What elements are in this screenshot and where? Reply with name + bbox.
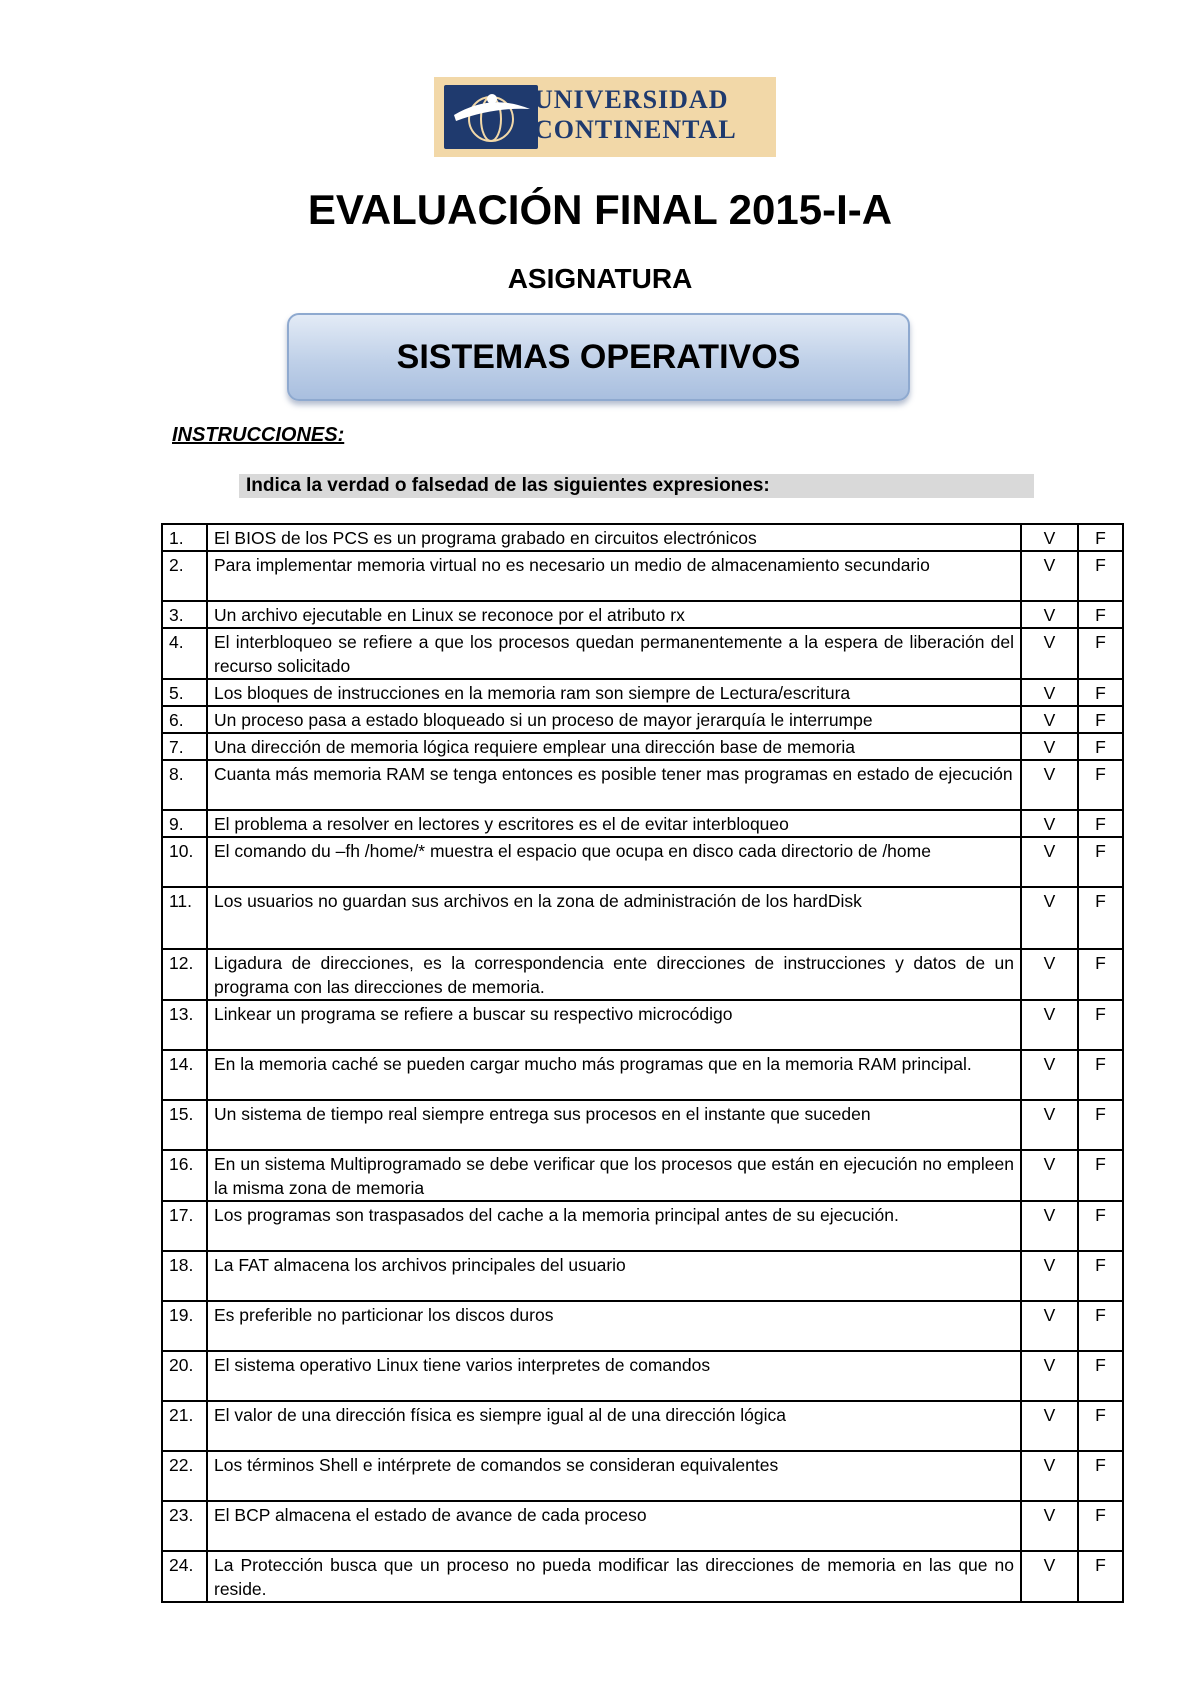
question-number: 17. bbox=[162, 1201, 207, 1251]
question-row bbox=[162, 1551, 1123, 1602]
false-option[interactable]: F bbox=[1078, 1551, 1123, 1602]
logo-line-1: UNIVERSIDAD bbox=[534, 85, 729, 114]
question-text: En un sistema Multiprogramado se debe verificar que los procesos que están en ejecución no empleen la misma zona de memoria bbox=[207, 1150, 1021, 1201]
question-number: 11. bbox=[162, 887, 207, 949]
false-option[interactable]: F bbox=[1078, 733, 1123, 760]
prompt-text: Indica la verdad o falsedad de las siguientes expresiones: bbox=[246, 475, 770, 496]
true-option[interactable]: V bbox=[1021, 601, 1078, 628]
question-text: Los usuarios no guardan sus archivos en la zona de administración de los hardDisk bbox=[207, 887, 1021, 949]
question-number: 2. bbox=[162, 551, 207, 601]
false-option[interactable]: F bbox=[1078, 524, 1123, 551]
question-row bbox=[162, 733, 1123, 760]
question-text: El problema a resolver en lectores y escritores es el de evitar interbloqueo bbox=[207, 810, 1021, 837]
question-number: 20. bbox=[162, 1351, 207, 1401]
question-row bbox=[162, 679, 1123, 706]
prompt-bar bbox=[239, 474, 1034, 498]
true-option[interactable]: V bbox=[1021, 1251, 1078, 1301]
question-number: 22. bbox=[162, 1451, 207, 1501]
question-text: El BIOS de los PCS es un programa grabado en circuitos electrónicos bbox=[207, 524, 1021, 551]
page-title: EVALUACIÓN FINAL 2015-I-A bbox=[307, 186, 893, 233]
question-text: Un archivo ejecutable en Linux se reconoce por el atributo rx bbox=[207, 601, 1021, 628]
questions-table bbox=[161, 523, 1124, 1603]
question-text: El interbloqueo se refiere a que los procesos quedan permanentemente a la espera de liberación del recurso solicitado bbox=[207, 628, 1021, 679]
true-option[interactable]: V bbox=[1021, 524, 1078, 551]
true-option[interactable]: V bbox=[1021, 551, 1078, 601]
instructions-heading: INSTRUCCIONES: bbox=[172, 424, 345, 446]
question-number: 12. bbox=[162, 949, 207, 1000]
false-option[interactable]: F bbox=[1078, 887, 1123, 949]
false-option[interactable]: F bbox=[1078, 1501, 1123, 1551]
question-number: 9. bbox=[162, 810, 207, 837]
true-option[interactable]: V bbox=[1021, 1201, 1078, 1251]
question-number: 15. bbox=[162, 1100, 207, 1150]
question-row bbox=[162, 628, 1123, 679]
subject-name: SISTEMAS OPERATIVOS bbox=[396, 337, 801, 376]
true-option[interactable]: V bbox=[1021, 1100, 1078, 1150]
true-option[interactable]: V bbox=[1021, 837, 1078, 887]
question-text: Ligadura de direcciones, es la correspondencia ente direcciones de instrucciones y datos de un programa con las direcciones de memoria. bbox=[207, 949, 1021, 1000]
true-option[interactable]: V bbox=[1021, 733, 1078, 760]
question-text: El comando du –fh /home/* muestra el espacio que ocupa en disco cada directorio de /home bbox=[207, 837, 1021, 887]
false-option[interactable]: F bbox=[1078, 1301, 1123, 1351]
true-option[interactable]: V bbox=[1021, 679, 1078, 706]
question-number: 4. bbox=[162, 628, 207, 679]
false-option[interactable]: F bbox=[1078, 706, 1123, 733]
true-option[interactable]: V bbox=[1021, 1451, 1078, 1501]
question-text: Los programas son traspasados del cache a la memoria principal antes de su ejecución. bbox=[207, 1201, 1021, 1251]
question-number: 13. bbox=[162, 1000, 207, 1050]
true-option[interactable]: V bbox=[1021, 706, 1078, 733]
question-row bbox=[162, 706, 1123, 733]
question-text: Los bloques de instrucciones en la memoria ram son siempre de Lectura/escritura bbox=[207, 679, 1021, 706]
question-row bbox=[162, 601, 1123, 628]
question-number: 18. bbox=[162, 1251, 207, 1301]
question-number: 19. bbox=[162, 1301, 207, 1351]
university-logo bbox=[434, 77, 776, 157]
question-text: Es preferible no particionar los discos duros bbox=[207, 1301, 1021, 1351]
false-option[interactable]: F bbox=[1078, 551, 1123, 601]
question-row bbox=[162, 810, 1123, 837]
true-option[interactable]: V bbox=[1021, 1050, 1078, 1100]
question-row bbox=[162, 1100, 1123, 1150]
true-option[interactable]: V bbox=[1021, 1401, 1078, 1451]
false-option[interactable]: F bbox=[1078, 1100, 1123, 1150]
logo-line-2: CONTINENTAL bbox=[534, 115, 737, 144]
logo-wordmark bbox=[534, 87, 737, 143]
question-number: 3. bbox=[162, 601, 207, 628]
false-option[interactable]: F bbox=[1078, 1000, 1123, 1050]
question-text: El BCP almacena el estado de avance de cada proceso bbox=[207, 1501, 1021, 1551]
false-option[interactable]: F bbox=[1078, 837, 1123, 887]
question-text: Los términos Shell e intérprete de comandos se consideran equivalentes bbox=[207, 1451, 1021, 1501]
question-text: La Protección busca que un proceso no pueda modificar las direcciones de memoria en las que no reside. bbox=[207, 1551, 1021, 1602]
question-number: 14. bbox=[162, 1050, 207, 1100]
question-number: 23. bbox=[162, 1501, 207, 1551]
question-text: Una dirección de memoria lógica requiere emplear una dirección base de memoria bbox=[207, 733, 1021, 760]
question-row bbox=[162, 1501, 1123, 1551]
question-number: 7. bbox=[162, 733, 207, 760]
false-option[interactable]: F bbox=[1078, 628, 1123, 679]
question-row bbox=[162, 887, 1123, 949]
question-text: Un sistema de tiempo real siempre entrega sus procesos en el instante que suceden bbox=[207, 1100, 1021, 1150]
true-option[interactable]: V bbox=[1021, 628, 1078, 679]
question-number: 16. bbox=[162, 1150, 207, 1201]
true-option[interactable]: V bbox=[1021, 1551, 1078, 1602]
question-row bbox=[162, 551, 1123, 601]
question-row bbox=[162, 1000, 1123, 1050]
globe-emblem-icon bbox=[444, 85, 538, 149]
question-number: 1. bbox=[162, 524, 207, 551]
question-row bbox=[162, 1351, 1123, 1401]
question-row bbox=[162, 837, 1123, 887]
question-row bbox=[162, 760, 1123, 810]
question-row bbox=[162, 1251, 1123, 1301]
question-number: 5. bbox=[162, 679, 207, 706]
false-option[interactable]: F bbox=[1078, 1201, 1123, 1251]
question-text: El valor de una dirección física es siempre igual al de una dirección lógica bbox=[207, 1401, 1021, 1451]
question-row bbox=[162, 1401, 1123, 1451]
question-number: 24. bbox=[162, 1551, 207, 1602]
true-option[interactable]: V bbox=[1021, 1501, 1078, 1551]
question-text: El sistema operativo Linux tiene varios interpretes de comandos bbox=[207, 1351, 1021, 1401]
false-option[interactable]: F bbox=[1078, 1150, 1123, 1201]
false-option[interactable]: F bbox=[1078, 1351, 1123, 1401]
false-option[interactable]: F bbox=[1078, 601, 1123, 628]
false-option[interactable]: F bbox=[1078, 949, 1123, 1000]
question-row bbox=[162, 1301, 1123, 1351]
false-option[interactable]: F bbox=[1078, 1050, 1123, 1100]
false-option[interactable]: F bbox=[1078, 1401, 1123, 1451]
subject-label: ASIGNATURA bbox=[507, 263, 693, 294]
question-row bbox=[162, 524, 1123, 551]
question-number: 8. bbox=[162, 760, 207, 810]
false-option[interactable]: F bbox=[1078, 810, 1123, 837]
subject-banner bbox=[287, 313, 910, 401]
question-row bbox=[162, 1451, 1123, 1501]
true-option[interactable]: V bbox=[1021, 887, 1078, 949]
false-option[interactable]: F bbox=[1078, 1451, 1123, 1501]
question-text: Un proceso pasa a estado bloqueado si un proceso de mayor jerarquía le interrumpe bbox=[207, 706, 1021, 733]
true-option[interactable]: V bbox=[1021, 1301, 1078, 1351]
question-text: Cuanta más memoria RAM se tenga entonces es posible tener mas programas en estado de ejecución bbox=[207, 760, 1021, 810]
false-option[interactable]: F bbox=[1078, 760, 1123, 810]
question-text: En la memoria caché se pueden cargar mucho más programas que en la memoria RAM principal. bbox=[207, 1050, 1021, 1100]
question-row bbox=[162, 1150, 1123, 1201]
true-option[interactable]: V bbox=[1021, 1351, 1078, 1401]
question-text: Para implementar memoria virtual no es necesario un medio de almacenamiento secundario bbox=[207, 551, 1021, 601]
false-option[interactable]: F bbox=[1078, 679, 1123, 706]
question-row bbox=[162, 949, 1123, 1000]
question-number: 21. bbox=[162, 1401, 207, 1451]
true-option[interactable]: V bbox=[1021, 810, 1078, 837]
true-option[interactable]: V bbox=[1021, 760, 1078, 810]
true-option[interactable]: V bbox=[1021, 1000, 1078, 1050]
question-text: La FAT almacena los archivos principales del usuario bbox=[207, 1251, 1021, 1301]
question-number: 10. bbox=[162, 837, 207, 887]
true-option[interactable]: V bbox=[1021, 949, 1078, 1000]
true-option[interactable]: V bbox=[1021, 1150, 1078, 1201]
question-row bbox=[162, 1201, 1123, 1251]
question-text: Linkear un programa se refiere a buscar su respectivo microcódigo bbox=[207, 1000, 1021, 1050]
question-row bbox=[162, 1050, 1123, 1100]
question-number: 6. bbox=[162, 706, 207, 733]
false-option[interactable]: F bbox=[1078, 1251, 1123, 1301]
